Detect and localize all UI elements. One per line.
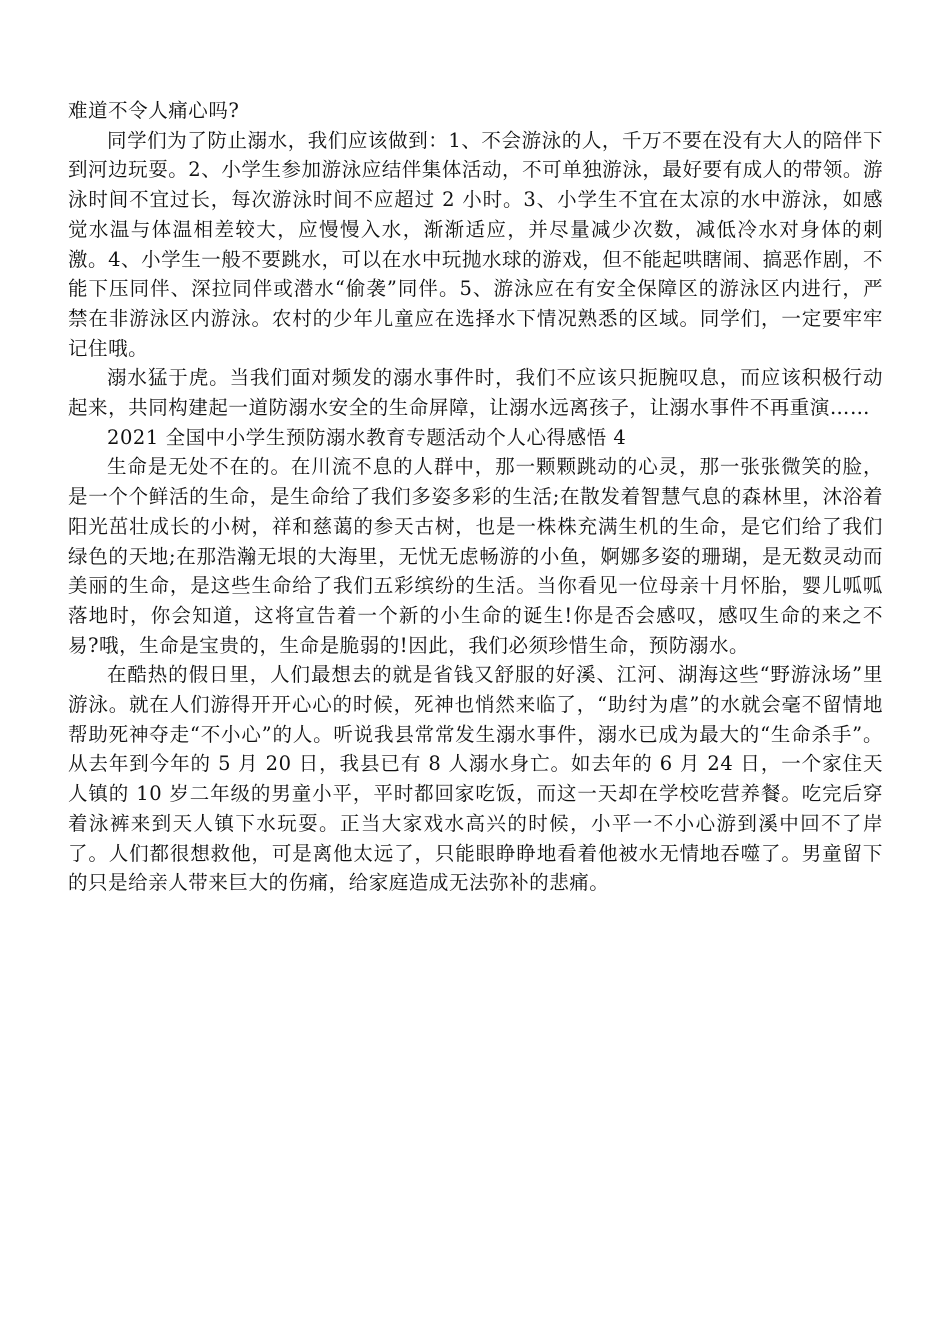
paragraph-drowning-prevention-rules: 同学们为了防止溺水，我们应该做到：1、不会游泳的人，千万不要在没有大人的陪伴下到河边玩耍。2、小学生参加游泳应结伴集体活动，不可单独游泳，最好要有成人的带领。游泳时间不宜过长，每次游泳时间不应超过 2 小时。3、小学生不宜在太凉的水中游泳，如感觉水温与体温相差较大，应慢慢入水，渐渐适应，并尽量减少次数，减低冷水对身体的刺激。4、小学生一般不要跳水，可以在水中玩抛水球的游戏，但不能起哄瞎闹、搞恶作剧，不能下压同伴、深拉同伴或潜水“偷袭”同伴。5、游泳应在有安全保障区的游泳区内进行，严禁在非游泳区内游泳。农村的少年儿童应在选择水下情况熟悉的区域。同学们，一定要牢牢记住哦。 (68, 128, 883, 360)
paragraph-life-everywhere: 生命是无处不在的。在川流不息的人群中，那一颗颗跳动的心灵，那一张张微笑的脸，是一个个鲜活的生命，是生命给了我们多姿多彩的生活;在散发着智慧气息的森林里，沐浴着阳光茁壮成长的小树，祥和慈蔼的参天古树，也是一株株充满生机的生命，是它们给了我们绿色的天地;在那浩瀚无垠的大海里，无忧无虑畅游的小鱼，婀娜多姿的珊瑚，是无数灵动而美丽的生命，是这些生命给了我们五彩缤纷的生活。当你看见一位母亲十月怀胎，婴儿呱呱落地时，你会知道，这将宣告着一个新的小生命的诞生!你是否会感叹，感叹生命的来之不易?哦，生命是宝贵的，生命是脆弱的!因此，我们必须珍惜生命，预防溺水。 (68, 455, 883, 657)
paragraph-drowning-fiercer-than-tiger: 溺水猛于虎。当我们面对频发的溺水事件时，我们不应该只扼腕叹息，而应该积极行动起来，共同构建起一道防溺水安全的生命屏障，让溺水远离孩子，让溺水事件不再重演…… (68, 366, 883, 420)
section-heading: 2021 全国中小学生预防溺水教育专题活动个人心得感悟 4 (107, 425, 627, 449)
document-body (68, 96, 883, 898)
paragraph-continuation: 难道不令人痛心吗? (68, 99, 240, 122)
paragraph-summer-swimming-incident: 在酷热的假日里，人们最想去的就是省钱又舒服的好溪、江河、湖海这些“野游泳场”里游泳。就在人们游得开开心心的时候，死神也悄然来临了，“助纣为虐”的水就会毫不留情地帮助死神夺走“不小心”的人。听说我县常常发生溺水事件，溺水已成为最大的“生命杀手”。从去年到今年的 5 月 20 日，我县已有 8 人溺水身亡。如去年的 6 月 24 日，一个家住天人镇的 10 岁二年级的男童小平，平时都回家吃饭，而这一天却在学校吃营养餐。吃完后穿着泳裤来到天人镇下水玩耍。正当大家戏水高兴的时候，小平一不小心游到溪中回不了岸了。人们都很想救他，可是离他太远了，只能眼睁睁地看着他被水无情地吞噬了。男童留下的只是给亲人带来巨大的伤痛，给家庭造成无法弥补的悲痛。 (68, 663, 883, 895)
